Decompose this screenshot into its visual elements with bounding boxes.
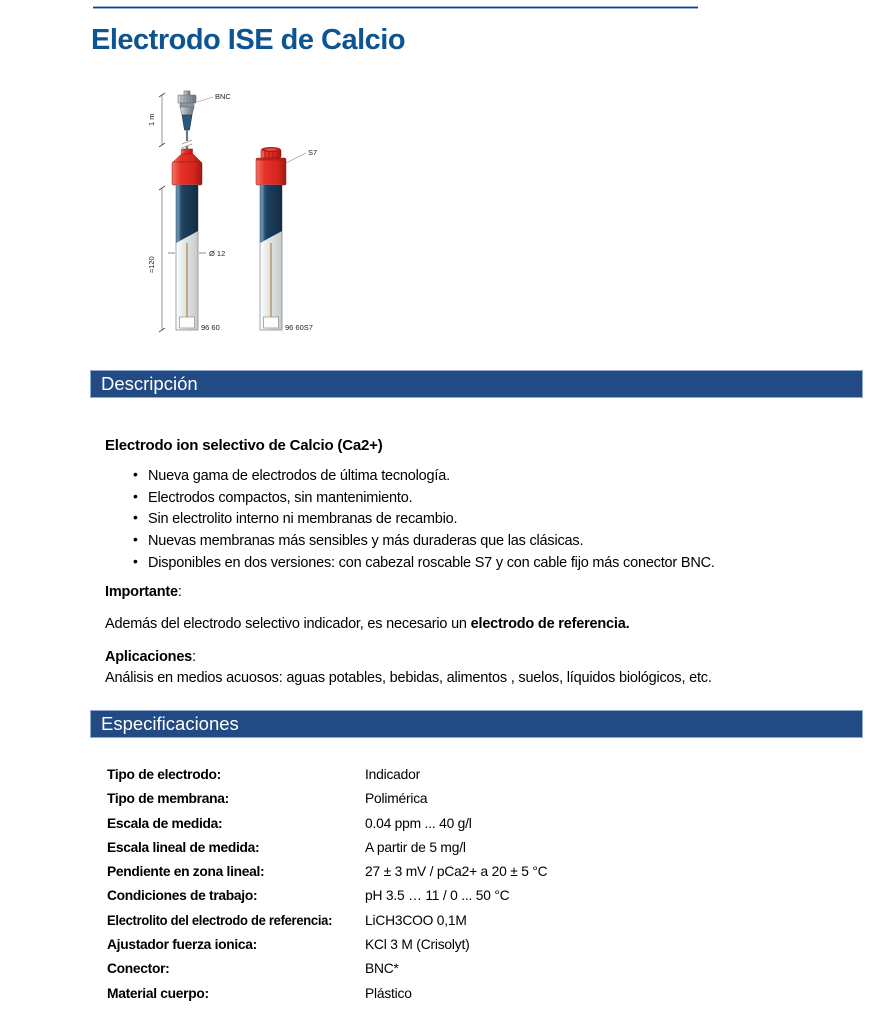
spec-value: Polimérica: [365, 791, 428, 807]
spec-label: Escala lineal de medida:: [107, 839, 260, 855]
product-heading: Electrodo ion selectivo de Calcio (Ca2+): [105, 437, 383, 454]
strain-relief: [182, 115, 192, 130]
table-row: [107, 788, 847, 812]
spec-value: 27 ± 3 mV / pCa2+ a 20 ± 5 °C: [365, 864, 548, 880]
spec-label: Ajustador fuerza ionica:: [107, 937, 257, 953]
spec-value: Indicador: [365, 767, 420, 782]
spec-value: pH 3.5 … 11 / 0 ... 50 °C: [365, 888, 510, 904]
cap-body-red: [172, 162, 202, 185]
spec-value: 0.04 ppm ... 40 g/l: [365, 815, 472, 831]
membrane-tip: [180, 317, 195, 328]
electrode-s7-version: [256, 147, 286, 330]
cable-length-label: 1 m: [147, 113, 156, 126]
spec-value: Plástico: [365, 985, 412, 1001]
cable-length-dimension: [147, 93, 165, 147]
spec-label: Conector:: [107, 961, 170, 977]
spec-label: Escala de medida:: [107, 815, 223, 831]
model-s7-label: 96 60S7: [285, 323, 313, 332]
table-row: [107, 885, 847, 909]
cap-shoulder: [173, 154, 201, 162]
spec-value: A partir de 5 mg/l: [365, 839, 466, 855]
spec-label: Material cuerpo:: [107, 985, 209, 1001]
feature-text: Electrodos compactos, sin mantenimiento.: [148, 489, 413, 506]
section-header-label: Descripción: [101, 373, 198, 394]
feature-text: Nueva gama de electrodos de última tecnología.: [148, 468, 450, 484]
spec-label: Condiciones de trabajo:: [107, 888, 258, 904]
bnc-leader-line: [197, 97, 213, 102]
s7-head-top-inner: [266, 148, 277, 150]
membrane-tip: [264, 317, 279, 328]
electrode-diagram: [140, 85, 360, 343]
table-row: [107, 958, 847, 982]
table-row: [107, 813, 847, 837]
spec-label: Tipo de membrana:: [107, 791, 229, 807]
s7-label: S7: [308, 148, 318, 157]
applications-text: Análisis en medios acuosos: aguas potables, bebidas, alimentos , suelos, líquidos biológicos, etc.: [105, 670, 712, 686]
list-item: [133, 553, 715, 575]
applications-label: [105, 649, 196, 665]
important-colon: :: [177, 584, 182, 600]
reference-note-bold: electrodo de referencia.: [470, 616, 630, 632]
bnc-label: BNC: [215, 92, 231, 101]
model-bnc-label: 96 60: [201, 323, 220, 332]
feature-list: [133, 466, 715, 575]
table-row: [107, 861, 847, 885]
bnc-connector-barrel: [180, 107, 194, 115]
reference-note: [105, 616, 629, 632]
spec-label: Electrolito del electrodo de referencia:: [107, 912, 333, 928]
top-rule: [93, 6, 698, 9]
table-row: [107, 837, 847, 861]
spec-label: Pendiente en zona lineal:: [107, 864, 265, 880]
body-length-dimension: [147, 186, 165, 332]
shaft-highlight: [177, 185, 180, 241]
cap-neck: [182, 149, 193, 154]
electrode-diagram-svg: [140, 85, 360, 343]
section-header-label: Especificaciones: [101, 713, 239, 734]
inner-element: [186, 243, 187, 317]
shaft-highlight: [261, 185, 264, 241]
list-item: [133, 531, 715, 553]
spec-label: Tipo de electrodo:: [107, 767, 221, 782]
important-word: Importante: [105, 584, 178, 600]
applications-colon: :: [192, 649, 196, 665]
feature-text: Sin electrolito interno ni membranas de recambio.: [148, 511, 458, 528]
page-title: Electrodo ISE de Calcio: [91, 24, 406, 56]
cap-top-shadow: [257, 159, 286, 161]
electrode-bnc-version: [172, 91, 202, 330]
diameter-label: Ø 12: [209, 249, 226, 258]
table-row: [107, 983, 847, 1007]
feature-text: Nuevas membranas más sensibles y más duraderas que las clásicas.: [148, 533, 584, 550]
table-row: [107, 764, 847, 788]
section-header-especificaciones: [90, 710, 863, 738]
list-item: [133, 488, 715, 510]
cap-body-red: [256, 158, 286, 185]
specifications-table: [107, 764, 847, 1007]
spec-value: LiCH3COO 0,1M: [365, 912, 467, 928]
feature-text: Disponibles en dos versiones: con cabezal roscable S7 y con cable fijo más conector BNC.: [148, 554, 715, 571]
table-row: [107, 910, 847, 934]
body-length-label: ≈120: [147, 256, 156, 273]
bnc-connector-ring: [180, 103, 194, 107]
section-header-descripcion: [90, 370, 863, 398]
reference-note-text: Además del electrodo selectivo indicador, es necesario un: [105, 616, 471, 632]
s7-leader-line: [286, 153, 306, 163]
table-row: [107, 934, 847, 958]
inner-element: [270, 243, 271, 317]
spec-value: KCl 3 M (Crisolyt): [365, 937, 470, 953]
applications-word: Aplicaciones: [105, 649, 193, 665]
important-label: [105, 584, 182, 600]
list-item: [133, 466, 715, 488]
spec-value: BNC*: [365, 961, 399, 977]
list-item: [133, 509, 715, 531]
